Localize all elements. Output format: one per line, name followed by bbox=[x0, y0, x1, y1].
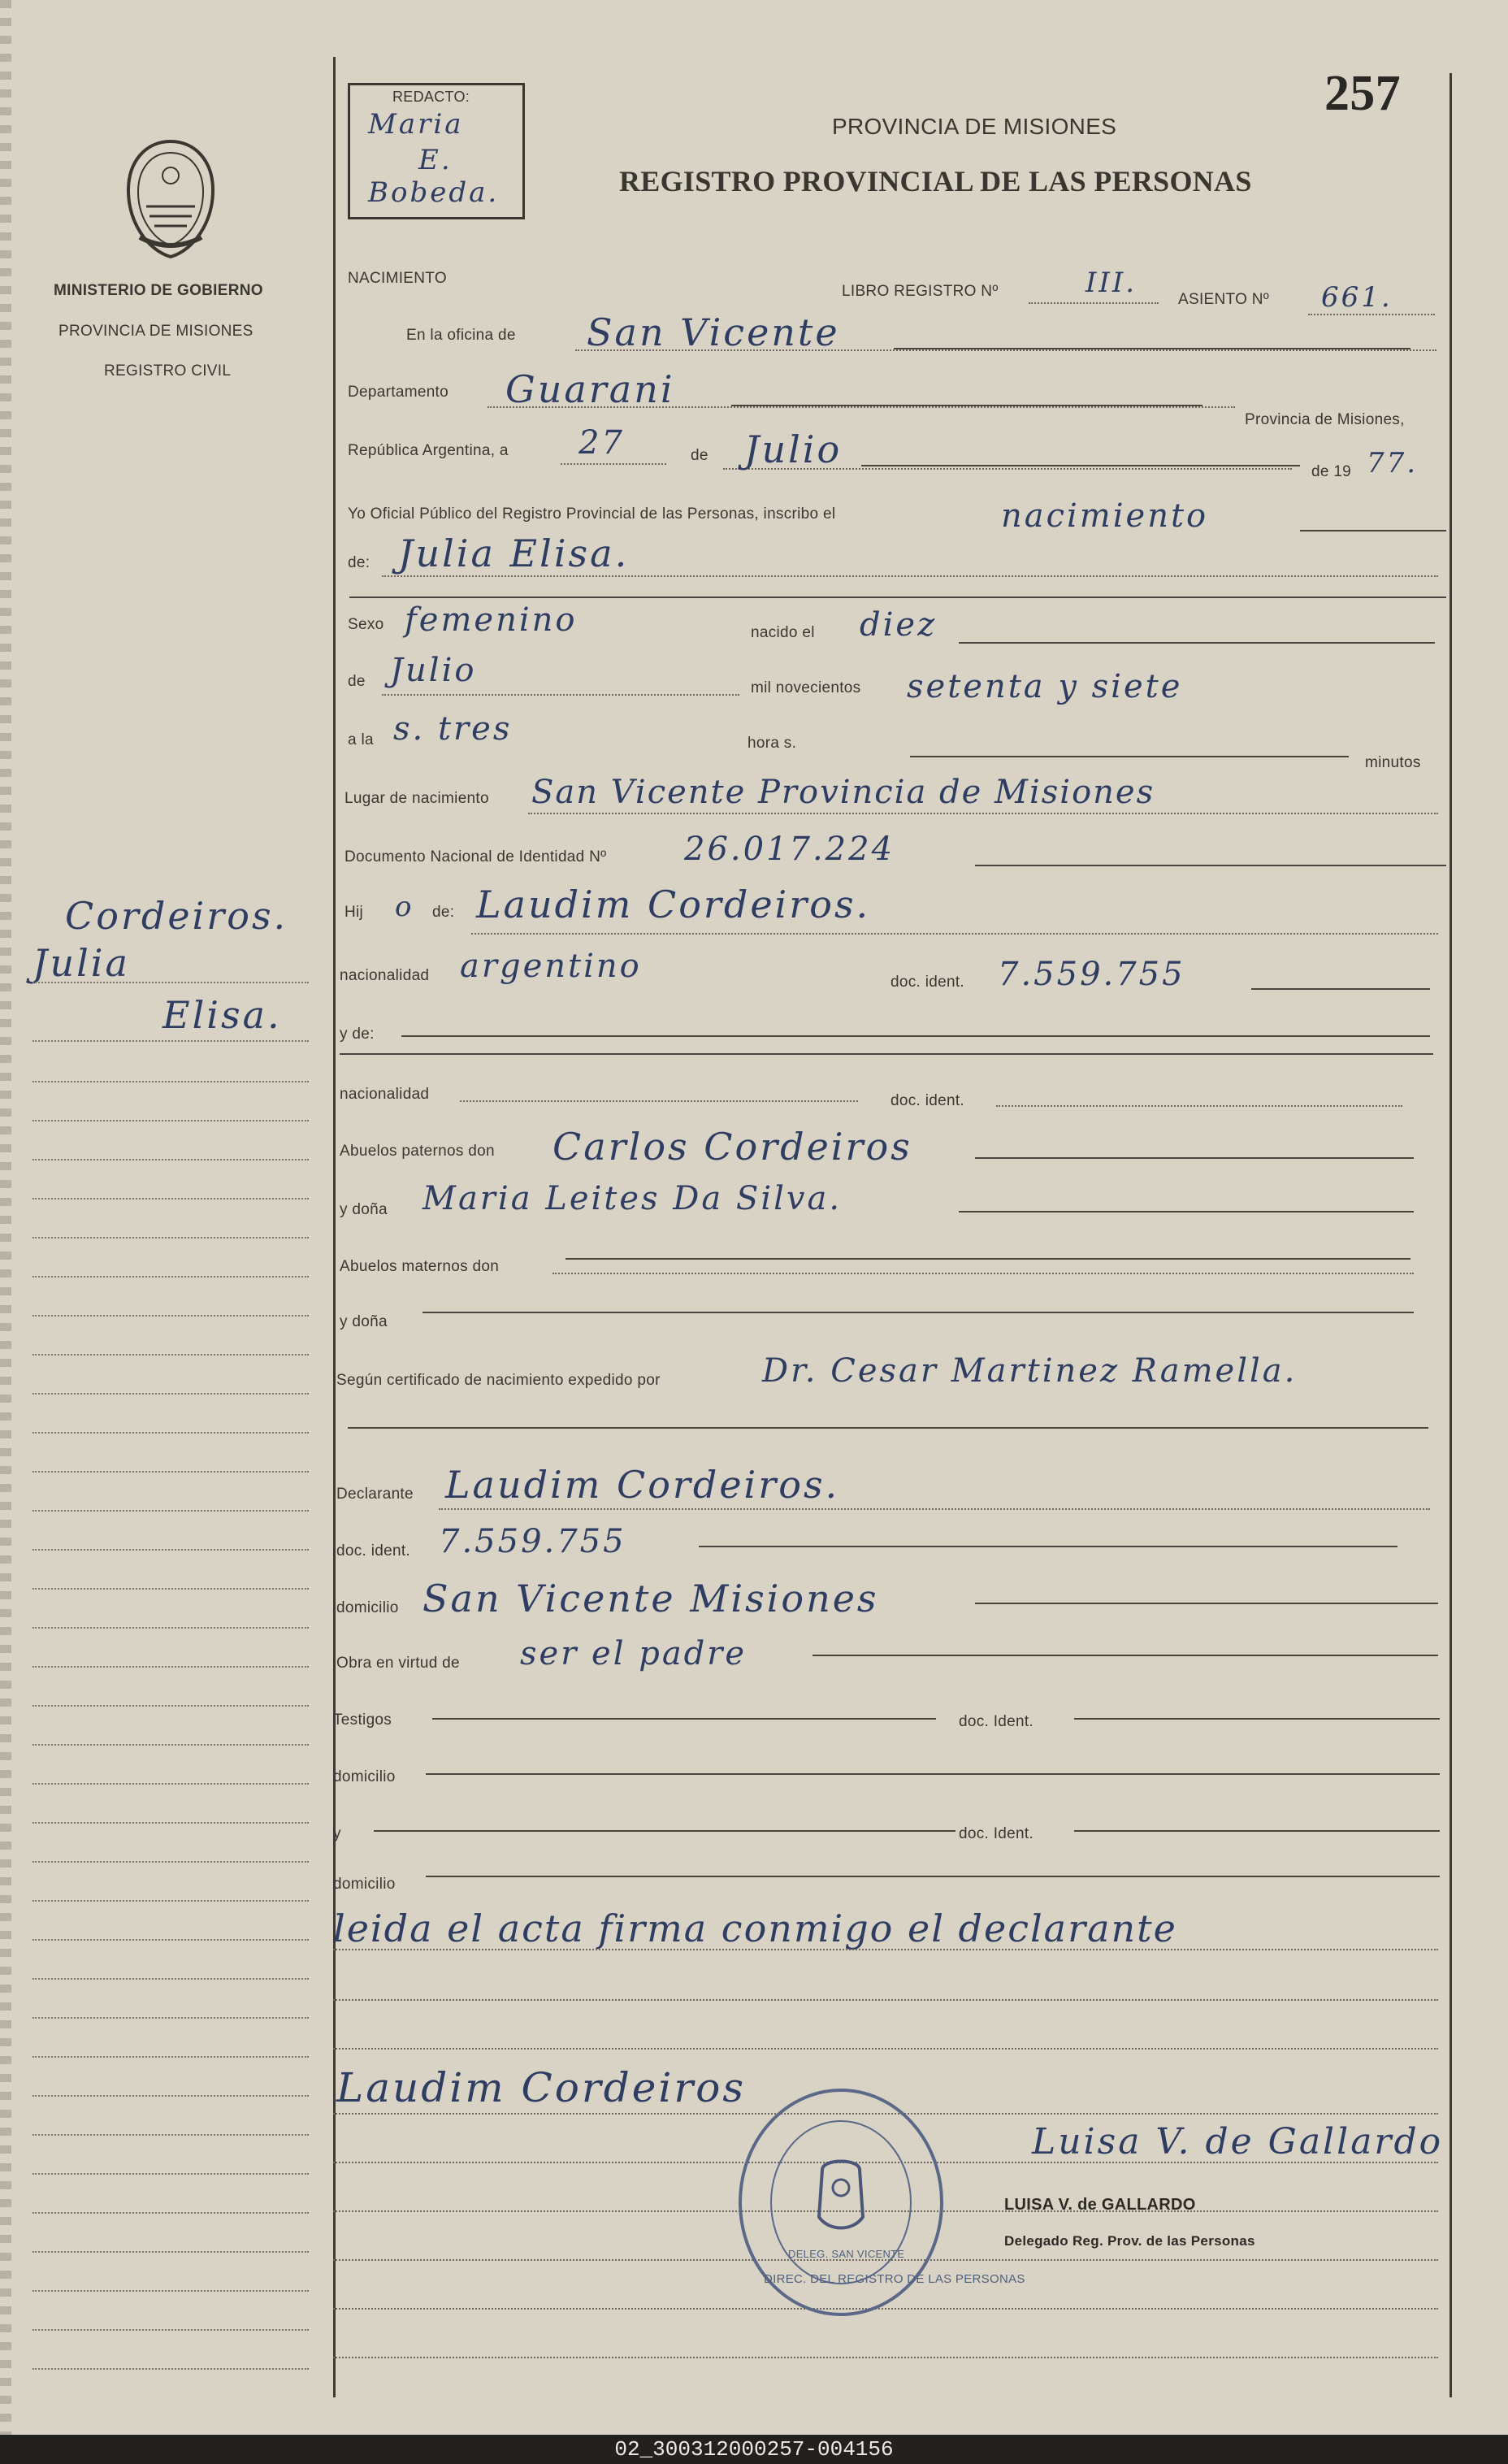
mother-label: y de: bbox=[340, 1026, 375, 1043]
declarant-value: Laudim Cordeiros. bbox=[445, 1463, 840, 1507]
witness2-domicile-label: domicilio bbox=[333, 1876, 396, 1893]
redacto-box bbox=[348, 83, 525, 219]
office-label: En la oficina de bbox=[406, 327, 516, 344]
witness-doc-label: doc. Ident. bbox=[959, 1713, 1034, 1730]
month-value: Julio bbox=[744, 427, 843, 471]
declarant-label: Declarante bbox=[336, 1486, 414, 1503]
file-id-footer: 02_300312000257-004156 bbox=[0, 2435, 1508, 2464]
witnesses-label: Testigos bbox=[333, 1711, 392, 1729]
birthplace-value: San Vicente Provincia de Misiones bbox=[531, 774, 1155, 811]
father-doc-value: 7.559.755 bbox=[998, 956, 1185, 993]
province-suffix-label: Provincia de Misiones, bbox=[1245, 411, 1405, 428]
acting-label: Obra en virtud de bbox=[336, 1655, 460, 1672]
day-value: 27 bbox=[578, 424, 625, 462]
father-value: Laudim Cordeiros. bbox=[476, 883, 871, 926]
republic-label: República Argentina, a bbox=[348, 442, 509, 459]
sex-label: Sexo bbox=[348, 616, 384, 633]
ministry-label: MINISTERIO DE GOBIERNO bbox=[54, 282, 263, 299]
margin-given-1: Julia bbox=[32, 941, 130, 985]
page-number: 257 bbox=[1324, 66, 1401, 121]
stamp-inner-text: DELEG. SAN VICENTE bbox=[788, 2248, 905, 2260]
hour-label: hora s. bbox=[748, 735, 797, 752]
sex-value: femenino bbox=[405, 601, 578, 639]
officer-text: Yo Oficial Público del Registro Provincial de las Personas, inscribo el bbox=[348, 505, 836, 523]
department-label: Departamento bbox=[348, 384, 449, 401]
redacto-name-line-3: Bobeda. bbox=[368, 176, 500, 209]
official-stamp bbox=[731, 2080, 1025, 2324]
paternal-dona-value: Maria Leites Da Silva. bbox=[422, 1180, 843, 1217]
act-value: nacimiento bbox=[1001, 497, 1209, 535]
witness-domicile-label: domicilio bbox=[333, 1768, 396, 1785]
maternal-dona-label: y doña bbox=[340, 1313, 388, 1330]
born-label: nacido el bbox=[751, 624, 815, 641]
father-label: de: bbox=[432, 904, 455, 921]
department-value: Guarani bbox=[505, 367, 675, 411]
margin-given-2: Elisa. bbox=[162, 993, 282, 1037]
closing-note: leida el acta firma conmigo el declarante bbox=[333, 1907, 1177, 1950]
dni-value: 26.017.224 bbox=[684, 831, 895, 868]
paternal-dona-label: y doña bbox=[340, 1201, 388, 1218]
domicile-label: domicilio bbox=[336, 1599, 399, 1616]
entry-label: ASIENTO Nº bbox=[1178, 291, 1269, 308]
binding-edge bbox=[0, 0, 11, 2435]
dni-label: Documento Nacional de Identidad Nº bbox=[344, 848, 607, 865]
officer-signature: Luisa V. de Gallardo bbox=[1032, 2121, 1444, 2163]
ministry-province-label: PROVINCIA DE MISIONES bbox=[58, 323, 254, 340]
declarant-doc-label: doc. ident. bbox=[336, 1542, 410, 1560]
officer-name: LUISA V. de GALLARDO bbox=[1004, 2196, 1196, 2214]
birthplace-label: Lugar de nacimiento bbox=[344, 790, 489, 807]
certificate-value: Dr. Cesar Martinez Ramella. bbox=[762, 1352, 1298, 1390]
nationality-label: nacionalidad bbox=[340, 967, 430, 984]
book-value: III. bbox=[1086, 267, 1138, 299]
certificate-label: Según certificado de nacimiento expedido por bbox=[336, 1372, 661, 1389]
province-heading: PROVINCIA DE MISIONES bbox=[832, 114, 1117, 139]
record-type-label: NACIMIENTO bbox=[348, 270, 447, 287]
civil-registry-label: REGISTRO CIVIL bbox=[104, 362, 232, 380]
child-suffix: o bbox=[395, 891, 414, 923]
domicile-value: San Vicente Misiones bbox=[422, 1577, 879, 1620]
father-doc-label: doc. ident. bbox=[890, 974, 964, 991]
redacto-label: REDACTO: bbox=[392, 89, 470, 105]
paternal-label: Abuelos paternos don bbox=[340, 1143, 495, 1160]
thousand-label: mil novecientos bbox=[751, 679, 861, 696]
doc2-label: doc. ident. bbox=[890, 1092, 964, 1109]
redacto-name-line-2: E. bbox=[418, 144, 453, 176]
maternal-label: Abuelos maternos don bbox=[340, 1258, 500, 1275]
stamp-text: DIREC. DEL REGISTRO DE LAS PERSONAS bbox=[764, 2272, 1025, 2286]
declarant-doc-value: 7.559.755 bbox=[439, 1523, 626, 1560]
office-value: San Vicente bbox=[587, 310, 840, 354]
born-de-label: de bbox=[348, 673, 366, 690]
stamp-graphic bbox=[731, 2080, 951, 2324]
minutes-label: minutos bbox=[1365, 754, 1421, 771]
paternal-value: Carlos Cordeiros bbox=[552, 1125, 912, 1169]
date-de-label: de bbox=[691, 447, 708, 464]
year-label: de 19 bbox=[1311, 463, 1352, 480]
redacto-name-line-1: Maria bbox=[368, 108, 464, 141]
year-value: 77. bbox=[1367, 447, 1419, 479]
book-label: LIBRO REGISTRO Nº bbox=[842, 283, 999, 300]
nationality-value: argentino bbox=[460, 948, 642, 985]
hour-value: s. tres bbox=[393, 710, 513, 748]
acting-value: ser el padre bbox=[520, 1635, 748, 1672]
registry-heading: REGISTRO PROVINCIAL DE LAS PERSONAS bbox=[619, 165, 1252, 197]
left-border-line bbox=[333, 57, 336, 2397]
margin-surname: Cordeiros. bbox=[65, 894, 288, 938]
witness2-doc-label: doc. Ident. bbox=[959, 1825, 1034, 1842]
entry-value: 661. bbox=[1321, 281, 1393, 314]
witness2-y-label: y bbox=[333, 1825, 341, 1842]
child-label: Hij bbox=[344, 904, 364, 921]
officer-title: Delegado Reg. Prov. de las Personas bbox=[1004, 2233, 1255, 2249]
person-de-label: de: bbox=[348, 554, 370, 571]
born-day-value: diez bbox=[860, 606, 938, 644]
person-value: Julia Elisa. bbox=[398, 531, 630, 575]
nationality2-label: nacionalidad bbox=[340, 1086, 430, 1103]
province-seal-icon bbox=[122, 137, 219, 260]
born-month-value: Julio bbox=[390, 652, 477, 689]
right-border-line bbox=[1450, 73, 1452, 2397]
declarant-signature: Laudim Cordeiros bbox=[336, 2064, 747, 2111]
at-label: a la bbox=[348, 731, 374, 748]
born-year-value: setenta y siete bbox=[907, 668, 1183, 705]
